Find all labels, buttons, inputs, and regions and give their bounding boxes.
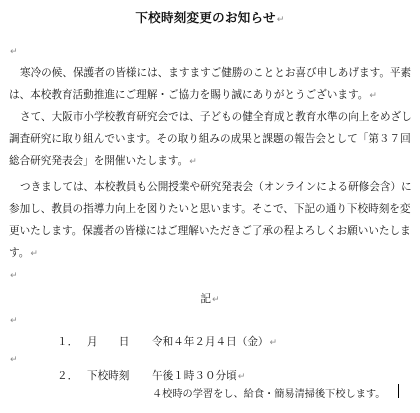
- return-mark: ↵: [269, 338, 278, 348]
- return-mark: ↵: [30, 249, 38, 259]
- paragraph-2-line-3: 総合研究発表会」を開催いたします。↵: [9, 155, 197, 167]
- return-mark: ↵: [10, 271, 18, 281]
- item-2-value: 午後１時３０分頃↵: [152, 370, 246, 382]
- paragraph-3-line-4: す。↵: [9, 247, 38, 259]
- return-mark: ↵: [10, 355, 18, 365]
- return-mark: ↵: [212, 295, 220, 305]
- item-2-label: 下校時刻: [87, 370, 130, 382]
- empty-line: [9, 313, 18, 328]
- paragraph-3-line-3: 更いたします。保護者の皆様にはご理解いただきご了承の程よろしくお願いいたしま: [9, 225, 411, 237]
- paragraph-3-line-1: つきましては、本校教員も公開授業や研究発表会（オンラインによる研修会含）に: [20, 181, 412, 193]
- document-title: 下校時刻変更のお知らせ↵: [135, 10, 285, 25]
- item-1-value: 令和４年２月４日（金）↵: [152, 336, 278, 348]
- item-2-number: ２．: [57, 370, 79, 382]
- text-cursor: [398, 384, 399, 398]
- return-mark: ↵: [369, 91, 377, 101]
- return-mark: ↵: [276, 15, 285, 25]
- paragraph-3-line-2: 参加し、教員の指導力向上を図りたいと思います。そこで、下記の通り下校時刻を変: [9, 203, 411, 215]
- paragraph-2-line-1: さて、大阪市小学校教育研究会では、子どもの健全育成と教育水準の向上をめざし: [20, 111, 412, 123]
- kinei-heading: 記↵: [200, 293, 220, 305]
- return-mark: ↵: [10, 47, 18, 57]
- item-1-number: １．: [57, 336, 79, 348]
- item-1-label: 月 日: [87, 336, 130, 348]
- paragraph-1-line-1: 寒冷の候、保護者の皆様には、ますますご健勝のこととお喜び申しあげます。平素: [20, 67, 412, 79]
- item-2-note: ４校時の学習をし、給食・簡易清掃後下校します。: [152, 389, 386, 400]
- paragraph-1-line-2: は、本校教育活動推進にご理解・ご協力を賜り誠にありがとうございます。↵: [9, 89, 377, 101]
- paragraph-2-line-2: 調査研究に取り組んでいます。その取り組みの成果と課題の報告会として「第３７回: [9, 133, 411, 145]
- empty-line: [9, 44, 18, 59]
- return-mark: ↵: [237, 372, 246, 382]
- empty-line: [9, 268, 18, 283]
- return-mark: ↵: [189, 157, 197, 167]
- return-mark: ↵: [10, 316, 18, 326]
- empty-line: [9, 352, 18, 367]
